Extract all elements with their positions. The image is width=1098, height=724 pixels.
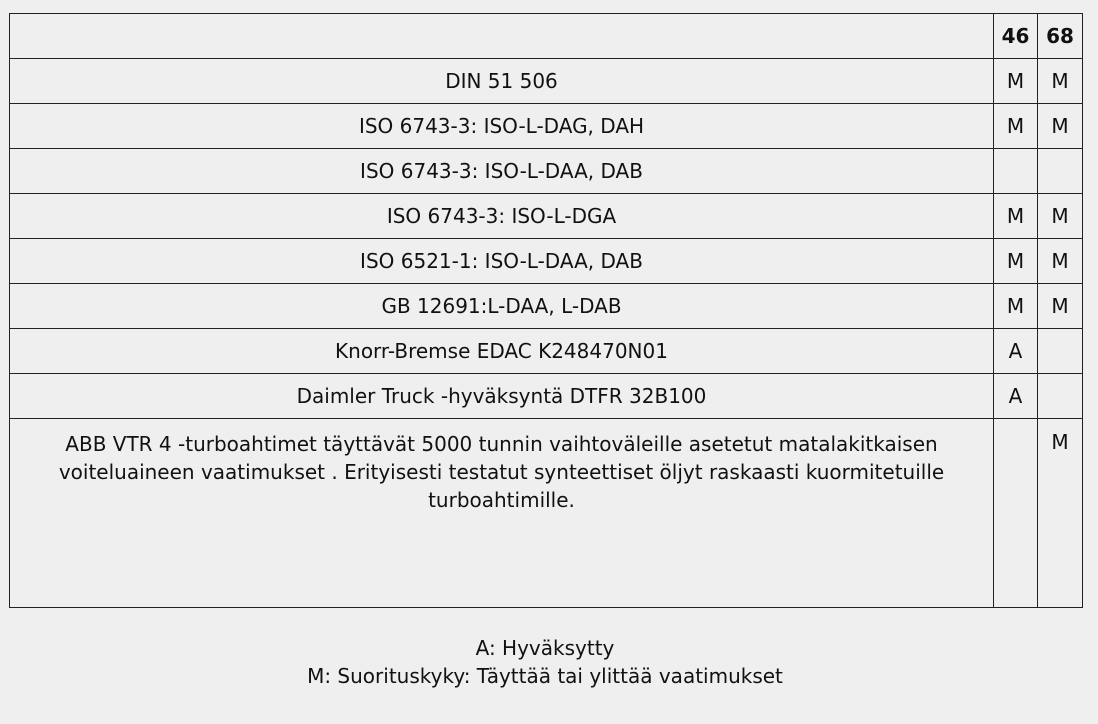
table-row [10, 104, 1083, 149]
grade-46-value: A [994, 374, 1038, 419]
spec-name: GB 12691:L-DAA, L-DAB [10, 284, 994, 329]
grade-68-value: M [1038, 284, 1083, 329]
header-grade-68: 68 [1038, 14, 1083, 59]
grade-46-value: M [994, 194, 1038, 239]
header-spec-cell [10, 14, 994, 59]
grade-68-value [1038, 149, 1083, 194]
legend [0, 634, 1090, 690]
grade-46-value: A [994, 329, 1038, 374]
table-header-row [10, 14, 1083, 59]
grade-68-value: M [1038, 419, 1083, 608]
grade-46-value [994, 419, 1038, 608]
grade-46-value [994, 149, 1038, 194]
spec-name: DIN 51 506 [10, 59, 994, 104]
grade-68-value [1038, 329, 1083, 374]
header-grade-46: 46 [994, 14, 1038, 59]
grade-68-value: M [1038, 239, 1083, 284]
grade-46-value: M [994, 104, 1038, 149]
spec-name: ISO 6743-3: ISO-L-DAG, DAH [10, 104, 994, 149]
grade-46-value: M [994, 284, 1038, 329]
grade-68-value: M [1038, 194, 1083, 239]
grade-46-value: M [994, 59, 1038, 104]
spec-name: ISO 6743-3: ISO-L-DGA [10, 194, 994, 239]
spec-name: ISO 6521-1: ISO-L-DAA, DAB [10, 239, 994, 284]
spec-name: Knorr-Bremse EDAC K248470N01 [10, 329, 994, 374]
table-row [10, 239, 1083, 284]
spec-name: ISO 6743-3: ISO-L-DAA, DAB [10, 149, 994, 194]
table-row [10, 329, 1083, 374]
table-row [10, 284, 1083, 329]
grade-46-value: M [994, 239, 1038, 284]
table-row [10, 194, 1083, 239]
table-row [10, 59, 1083, 104]
approvals-table [9, 13, 1083, 608]
legend-approved: A: Hyväksytty [475, 636, 615, 660]
grade-68-value [1038, 374, 1083, 419]
spec-name: ABB VTR 4 -turboahtimet täyttävät 5000 tunnin vaihtoväleille asetetut matalakitkaisen voiteluaineen vaatimukset . Erityisesti testatut synteettiset öljyt raskaasti kuormitetuille turboahtimille. [10, 419, 994, 608]
table-row [10, 419, 1083, 608]
table-row [10, 374, 1083, 419]
table-row [10, 149, 1083, 194]
spec-name: Daimler Truck -hyväksyntä DTFR 32B100 [10, 374, 994, 419]
grade-68-value: M [1038, 104, 1083, 149]
legend-performance: M: Suorituskyky: Täyttää tai ylittää vaatimukset [307, 664, 783, 688]
grade-68-value: M [1038, 59, 1083, 104]
